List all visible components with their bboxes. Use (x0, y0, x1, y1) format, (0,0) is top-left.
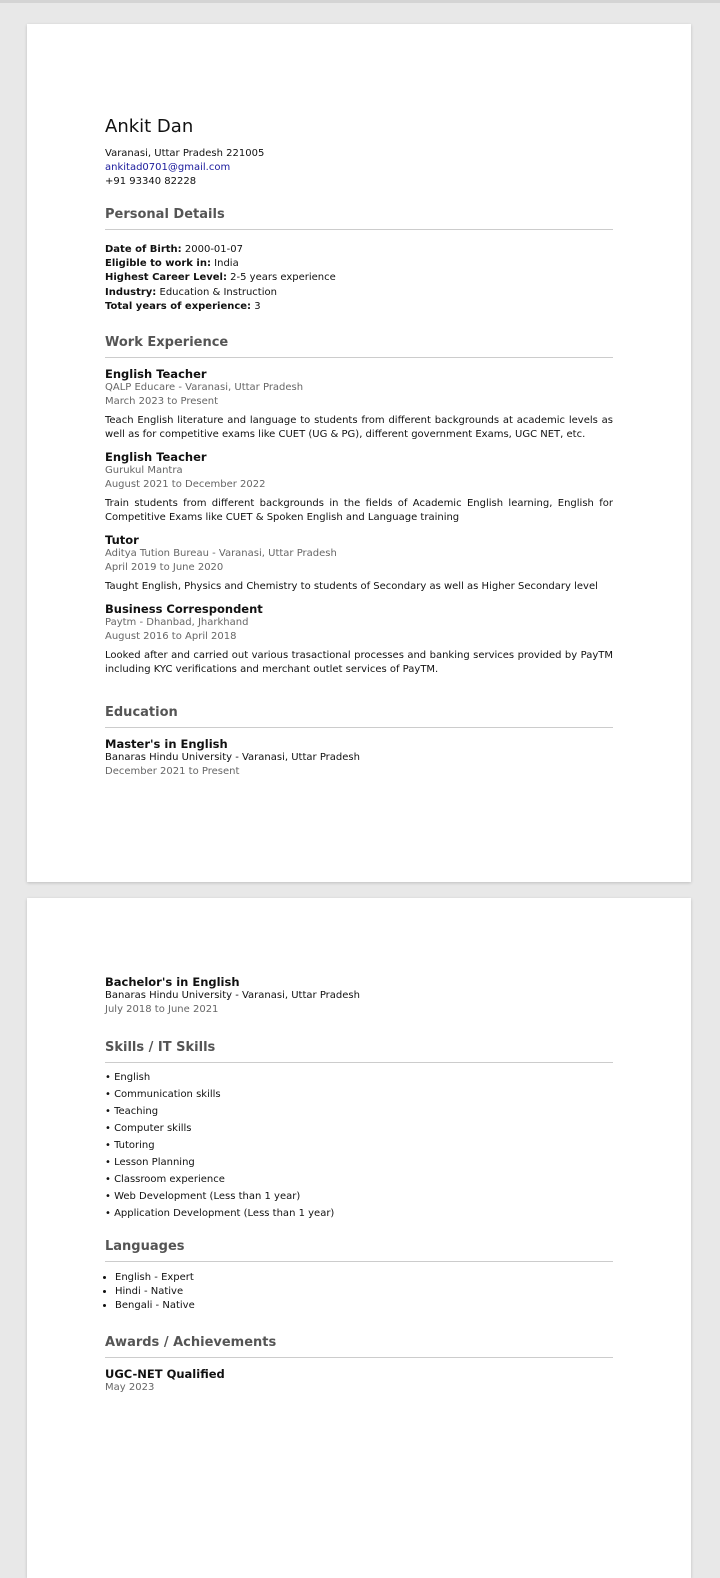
resume-page-1 (27, 24, 691, 882)
job-description: Looked after and carried out various trasactional processes and banking services provided by PayTM including KYC verifications and merchant outlet services of PayTM. (105, 650, 613, 675)
detail-dob: Date of Birth: 2000-01-07 (105, 244, 243, 255)
address: Varanasi, Uttar Pradesh 221005 (105, 148, 265, 159)
section-title-awards: Awards / Achievements (105, 1334, 613, 1358)
awards-section (105, 1334, 613, 1395)
job-title: English Teacher (105, 367, 207, 381)
language-item: • Bengali - Native (115, 1299, 613, 1313)
job-employer: Aditya Tution Bureau - Varanasi, Uttar Pradesh (105, 548, 337, 559)
personal-details-section (105, 206, 613, 314)
skill-item: • Lesson Planning (105, 1157, 195, 1168)
skills-list (105, 1069, 613, 1222)
job-employer: Gurukul Mantra (105, 465, 183, 476)
degree-title: Bachelor's in English (105, 975, 240, 989)
award-date: May 2023 (105, 1382, 155, 1393)
job-title: English Teacher (105, 450, 207, 464)
detail-career-level: Highest Career Level: 2-5 years experience (105, 272, 336, 284)
education-entry (105, 737, 613, 779)
email-link[interactable]: ankitad0701@gmail.com (105, 162, 231, 173)
section-title-languages: Languages (105, 1238, 613, 1262)
detail-industry: Industry: Education & Instruction (105, 286, 277, 298)
school-name: Banaras Hindu University - Varanasi, Uttar Pradesh (105, 990, 360, 1001)
resume-page-2 (27, 898, 691, 1578)
job-dates: August 2021 to December 2022 (105, 479, 266, 490)
phone: +91 93340 82228 (105, 176, 197, 187)
job-title: Tutor (105, 533, 139, 547)
skill-item: • Teaching (105, 1106, 159, 1117)
section-title-work: Work Experience (105, 334, 613, 358)
section-title-personal: Personal Details (105, 206, 613, 230)
job-description: Teach English literature and language to students from different backgrounds at academic levels as well as for competitive exams like CUET (UG & PG), different government Exams, UGC NET, etc. (105, 415, 613, 440)
header-block (105, 116, 613, 189)
detail-total-experience: Total years of experience: 3 (105, 300, 261, 312)
skill-item: • English (105, 1072, 151, 1083)
work-experience-section (105, 334, 613, 685)
job-title: Business Correspondent (105, 602, 263, 616)
skills-section (105, 1039, 613, 1222)
skill-item: • Computer skills (105, 1123, 192, 1134)
language-item: • English - Expert (115, 1271, 613, 1285)
job-dates: April 2019 to June 2020 (105, 562, 224, 573)
education-entry (105, 975, 613, 1017)
job-dates: August 2016 to April 2018 (105, 631, 237, 642)
award-title: UGC-NET Qualified (105, 1367, 225, 1381)
education-dates: July 2018 to June 2021 (105, 1004, 219, 1015)
school-name: Banaras Hindu University - Varanasi, Uttar Pradesh (105, 752, 360, 763)
skill-item: • Classroom experience (105, 1174, 225, 1185)
job-entry (105, 450, 613, 525)
education-section (105, 704, 613, 779)
job-entry (105, 533, 613, 594)
languages-list (105, 1271, 613, 1313)
job-description: Taught English, Physics and Chemistry to students of Secondary as well as Higher Secondary level (105, 581, 598, 592)
job-entry (105, 367, 613, 442)
award-entry (105, 1367, 613, 1395)
education-dates: December 2021 to Present (105, 766, 240, 777)
job-entry (105, 602, 613, 677)
job-dates: March 2023 to Present (105, 396, 219, 407)
skill-item: • Tutoring (105, 1140, 155, 1151)
candidate-name: Ankit Dan (105, 116, 194, 137)
top-toolbar-edge (0, 0, 720, 3)
section-title-education: Education (105, 704, 613, 728)
skill-item: • Application Development (Less than 1 year) (105, 1208, 335, 1219)
degree-title: Master's in English (105, 737, 228, 751)
detail-eligible: Eligible to work in: India (105, 258, 239, 270)
languages-section (105, 1238, 613, 1313)
job-employer: Paytm - Dhanbad, Jharkhand (105, 617, 249, 628)
job-employer: QALP Educare - Varanasi, Uttar Pradesh (105, 382, 304, 393)
language-item: • Hindi - Native (115, 1285, 613, 1299)
skill-item: • Web Development (Less than 1 year) (105, 1191, 301, 1202)
section-title-skills: Skills / IT Skills (105, 1039, 613, 1063)
job-description: Train students from different backgrounds in the fields of Academic English learning, English for Competitive Exams like CUET & Spoken English and Language training (105, 498, 613, 523)
skill-item: • Communication skills (105, 1089, 221, 1100)
